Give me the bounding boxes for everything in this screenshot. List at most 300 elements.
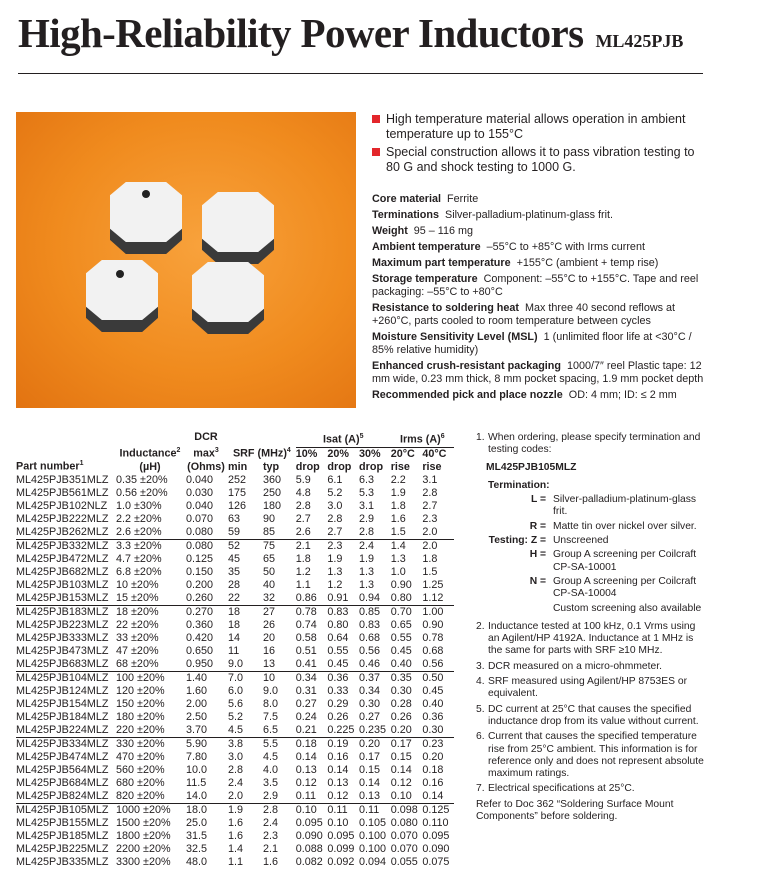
value-cell: 2.0 [422, 539, 454, 553]
value-cell: 0.55 [327, 644, 349, 657]
soldering-reference: Refer to Doc 362 “Soldering Surface Mount Components” before soldering. [476, 798, 674, 823]
value-cell: 0.68 [422, 644, 444, 657]
value-cell: 0.83 [359, 618, 381, 631]
value-cell: 0.070 [390, 829, 418, 842]
value-cell: 0.20 [422, 750, 444, 763]
part-number-cell: ML425PJB561MLZ [16, 486, 109, 499]
value-cell: 1.2 [295, 565, 311, 578]
value-cell: 2.7 [295, 512, 311, 525]
value-cell: 1.2 [327, 578, 343, 591]
inductor-image [202, 192, 274, 264]
value-cell: 0.150 [186, 565, 214, 578]
value-cell: 5.9 [295, 473, 311, 486]
value-cell: 3.0 [327, 499, 343, 512]
value-cell: 820 ±20% [116, 789, 165, 802]
value-cell: 1.0 ±30% [116, 499, 162, 512]
value-cell: 13 [262, 657, 275, 670]
value-cell: 2.0 [422, 525, 438, 538]
value-cell: 470 ±20% [116, 750, 165, 763]
value-cell: 2.9 [359, 512, 375, 525]
value-cell: 1.8 [295, 552, 311, 565]
value-cell: 0.12 [295, 776, 317, 789]
order-code: ML425PJB105MLZ [486, 461, 577, 473]
value-cell: 0.055 [390, 855, 418, 868]
value-cell: 3300 ±20% [116, 855, 171, 868]
value-cell: 1.4 [228, 842, 244, 855]
value-cell: 2.7 [422, 499, 438, 512]
part-number-cell: ML425PJB103MLZ [16, 578, 109, 591]
value-cell: 10 [263, 671, 296, 685]
value-cell: 360 [262, 473, 281, 486]
value-cell: 0.099 [327, 842, 355, 855]
value-cell: 0.14 [422, 789, 444, 802]
note-4: 4. SRF measured using Agilent/HP 8753ES or equivalent. [476, 676, 687, 700]
value-cell: 0.420 [186, 631, 214, 644]
value-cell: 40 [262, 578, 275, 591]
header-rule [18, 73, 703, 74]
table-row [16, 566, 454, 579]
value-cell: 3.8 [228, 737, 263, 751]
value-cell: 0.14 [295, 750, 317, 763]
value-cell: 15 ±20% [116, 591, 159, 604]
note-1: 1. When ordering, please specify termination and testing codes: [476, 432, 701, 456]
table-row [16, 645, 454, 658]
table-body [16, 474, 454, 869]
value-cell: 0.088 [295, 842, 323, 855]
value-cell: 0.950 [186, 657, 214, 670]
value-cell: 0.26 [327, 710, 349, 723]
value-cell: 0.13 [359, 789, 381, 802]
value-cell: 180 [262, 499, 281, 512]
value-cell: 0.10 [296, 803, 328, 817]
col-srf: SRF (MHz)$^4$ [232, 447, 291, 460]
value-cell: 2.8 [359, 525, 375, 538]
col-inductance: Inductance$^2$ (µH) [119, 447, 181, 473]
value-cell: 50 [262, 565, 275, 578]
feature-list [372, 112, 702, 178]
col-irms: Irms $(A)^6$ [391, 430, 454, 447]
table-row [16, 500, 454, 513]
table-row [16, 474, 454, 487]
value-cell: 4.5 [228, 723, 244, 736]
part-number-cell: ML425PJB334MLZ [16, 737, 116, 751]
value-cell: 0.16 [327, 750, 349, 763]
value-cell: 11.5 [186, 776, 207, 789]
value-cell: 11 [228, 644, 240, 657]
value-cell: 0.090 [422, 842, 450, 855]
value-cell: 0.65 [390, 618, 412, 631]
value-cell: 1.5 [422, 565, 438, 578]
value-cell: 6.1 [327, 473, 343, 486]
value-cell: 2.4 [262, 816, 278, 829]
value-cell: 0.100 [359, 842, 387, 855]
value-cell: 2.2 ±20% [116, 512, 162, 525]
value-cell: 5.6 [228, 697, 244, 710]
value-cell: 0.90 [390, 578, 412, 591]
value-cell: 0.83 [327, 605, 359, 619]
value-cell: 0.29 [327, 697, 349, 710]
value-cell: 0.26 [390, 710, 412, 723]
value-cell: 0.56 [359, 644, 381, 657]
value-cell: 1.1 [228, 855, 244, 868]
value-cell: 1.5 [390, 525, 406, 538]
value-cell: 0.30 [359, 697, 381, 710]
value-cell: 0.50 [422, 671, 454, 685]
value-cell: 1000 ±20% [116, 803, 184, 817]
value-cell: 0.24 [295, 710, 317, 723]
value-cell: 7.0 [228, 671, 263, 685]
value-cell: 0.33 [327, 684, 349, 697]
value-cell: 18 ±20% [116, 605, 184, 619]
spec-packaging: Enhanced crush-resistant packaging 1000/7″ reel Plastic tape: 12 mm wide, 0.23 mm thick, 8 mm pocket spacing, 1.9 mm pocket depth [372, 360, 704, 385]
table-row [16, 658, 454, 672]
value-cell: 0.650 [186, 644, 214, 657]
value-cell: 4.8 [295, 486, 311, 499]
value-cell: 0.40 [390, 657, 412, 670]
value-cell: 0.36 [327, 671, 359, 685]
value-cell: 0.13 [295, 763, 317, 776]
note-6: 6. Current that causes the specified temperature rise from 25°C ambient. This information is for reference only and does not represent absolute maximum ratings. [476, 731, 704, 780]
value-cell: 25.0 [186, 816, 208, 829]
part-number-cell: ML425PJB153MLZ [16, 591, 109, 604]
value-cell: 5.90 [184, 737, 228, 751]
value-cell: 0.095 [327, 829, 355, 842]
value-cell: 4.5 [262, 750, 278, 763]
value-cell: 0.21 [295, 723, 317, 736]
value-cell: 2.8 [295, 499, 311, 512]
value-cell: 680 ±20% [116, 776, 165, 789]
value-cell: 0.91 [327, 591, 349, 604]
value-cell: 1.6 [262, 855, 278, 868]
value-cell: 0.30 [422, 723, 444, 736]
spec-max-part-temperature: Maximum part temperature +155°C (ambient + temp rise) [372, 257, 659, 269]
value-cell: 1.6 [228, 816, 244, 829]
inductor-image [192, 262, 264, 334]
value-cell: 52 [228, 539, 263, 553]
note-3: 3. DCR measured on a micro-ohmmeter. [476, 660, 662, 672]
value-cell: 0.040 [186, 473, 214, 486]
value-cell: 0.70 [391, 605, 423, 619]
part-number-cell: ML425PJB104MLZ [16, 671, 116, 685]
value-cell: 0.37 [359, 671, 391, 685]
value-cell: 2.6 [295, 525, 311, 538]
part-number-cell: ML425PJB824MLZ [16, 789, 109, 802]
value-cell: 0.28 [390, 697, 412, 710]
table-row [16, 764, 454, 777]
value-cell: 0.51 [295, 644, 317, 657]
value-cell: 0.360 [186, 618, 214, 631]
feature-item: High temperature material allows operation in ambient temperature up to 155°C [372, 112, 702, 142]
value-cell: 0.11 [359, 803, 391, 817]
value-cell: 2.1 [262, 842, 278, 855]
value-cell: 0.030 [186, 486, 214, 499]
value-cell: 0.092 [327, 855, 355, 868]
value-cell: 0.18 [422, 763, 444, 776]
value-cell: 150 ±20% [116, 697, 165, 710]
value-cell: 31.5 [186, 829, 208, 842]
part-number-cell: ML425PJB154MLZ [16, 697, 109, 710]
table-row [16, 685, 454, 698]
custom-screening: Custom screening also available [553, 602, 702, 614]
value-cell: 5.5 [263, 737, 296, 751]
value-cell: 48.0 [186, 855, 208, 868]
spec-soldering-heat: Resistance to soldering heat Max three 40 second reflows at +260°C, parts cooled to room temperature between cycles [372, 302, 676, 327]
table-row [16, 513, 454, 526]
value-cell: 68 ±20% [116, 657, 159, 670]
value-cell: 0.68 [359, 631, 381, 644]
termination-option: L = Silver-palladium-platinum-glass frit. [531, 494, 697, 518]
product-photo [16, 112, 356, 408]
value-cell: 0.94 [359, 591, 381, 604]
value-cell: 9.0 [228, 657, 244, 670]
value-cell: 1500 ±20% [116, 816, 171, 829]
value-cell: 0.27 [295, 697, 317, 710]
col-isat: Isat $(A)^5$ [296, 430, 391, 447]
value-cell: 1.12 [422, 591, 444, 604]
value-cell: 0.260 [186, 591, 214, 604]
value-cell: 0.14 [390, 763, 412, 776]
value-cell: 0.125 [422, 803, 454, 817]
value-cell: 3.1 [359, 499, 375, 512]
value-cell: 0.90 [422, 618, 444, 631]
value-cell: 0.16 [422, 776, 444, 789]
value-cell: 1.9 [228, 803, 263, 817]
value-cell: 0.34 [359, 684, 381, 697]
table-row [16, 539, 454, 553]
value-cell: 0.235 [359, 723, 387, 736]
specifications-table: Part number$^1$ Inductance$^2$ (µH) DCR $\max^3$ (Ohms) SRF (MHz)$^4$ Isat $(A)^5$ Irms $(A)^6$ 10% 20% 30% 20°C 40°C min typ drop drop drop rise rise ML425PJB351MLZ 0.35 ±20% 0.040 252 360 5.9 6.1 6.3 2.2 3.1 ML425PJB561MLZ 0.56 ±20% 0.030 175 250 4.8 5.2 5.3 1.9 2.8 ML425PJB102NLZ 1.0 ±30% 0.040 126 180 2.8 3.0 3.1 1.8 2.7 ML425PJB222MLZ 2.2 ±20% 0.070 63 90 2.7 2.8 2.9 1.6 2.3 ML425PJB262MLZ 2.6 ±20% 0.080 59 85 2.6 2.7 2.8 1.5 2.0 ML425PJB332MLZ 3.3 ±20% 0.080 52 75 2.1 2.3 2.4 1.4 2.0 ML425PJB472MLZ 4.7 ±20% 0.125 45 65 1.8 1.9 1.9 1.3 1.8 ML425PJB682MLZ 6.8 ±20% 0.150 35 50 1.2 1.3 1.3 1.0 1.5 ML425PJB103MLZ 10 ±20% 0.200 28 40 1.1 1.2 1.3 0.90 1.25 ML425PJB153MLZ 15 ±20% 0.260 22 32 0.86 0.91 0.94 0.80 1.12 ML425PJB183MLZ 18 ±20% 0.270 18 27 0.78 0.83 0.85 0.70 1.00 ML425PJB223MLZ 22 ±20% 0.360 18 26 0.74 0.80 0.83 0.65 0.90 ML425PJB333MLZ 33 ±20% 0.420 14 20 0.58 0.64 0.68 0.55 0.78 ML425PJB473MLZ 47 ±20% 0.650 11 16 0.51 0.55 0.56 0.45 0.68 ML425PJB683MLZ 68 ±20% 0.950 9.0 13 0.41 0.45 0.46 0.40 0.56 ML425PJB104MLZ 100 ±20% 1.40 7.0 10 0.34 0.36 0.37 0.35 0.50 ML425PJB124MLZ 120 ±20% 1.60 6.0 9.0 0.31 0.33 0.34 0.30 0.45 ML425PJB154MLZ 150 ±20% 2.00 5.6 8.0 0.27 0.29 0.30 0.28 0.40 ML425PJB184MLZ 180 ±20% 2.50 5.2 7.5 0.24 0.26 0.27 0.26 0.36 ML425PJB224MLZ 220 ±20% 3.70 4.5 6.5 0.21 0.225 0.235 0.20 0.30 ML425PJB334MLZ 330 ±20% 5.90 3.8 5.5 0.18 0.19 0.20 0.17 0.23 ML425PJB474MLZ 470 ±20% 7.80 3.0 4.5 0.14 0.16 0.17 0.15 0.20 ML425PJB564MLZ 560 ±20% 10.0 2.8 4.0 0.13 0.14 0.15 0.14 0.18 ML425PJB684MLZ 680 ±20% 11.5 2.4 3.5 0.12 0.13 0.14 0.12 0.16 ML425PJB824MLZ 820 ±20% 14.0 2.0 2.9 0.11 0.12 0.13 0.10 0.14 ML425PJB105MLZ 1000 ±20% 18.0 1.9 2.8 0.10 0.11 0.11 0.098 0.125 ML425PJB155MLZ 1500 ±20% 25.0 1.6 2.4 0.095 0.10 0.105 0.080 0.110 ML425PJB185MLZ 1800 ±20% 31.5 1.6 2.3 0.090 0.095 0.100 0.070 0.095 ML425PJB225MLZ 2200 ±20% 32.5 1.4 2.1 0.088 0.099 0.100 0.070 0.090 ML425PJB335MLZ 3300 ±20% 48.0 1.1 1.6 0.082 0.092 0.094 0.055 0.075 [16, 430, 454, 869]
value-cell: 18 [228, 618, 241, 631]
part-number-cell: ML425PJB225MLZ [16, 842, 109, 855]
table-row [16, 803, 454, 817]
value-cell: 0.095 [422, 829, 450, 842]
value-cell: 5.2 [228, 710, 244, 723]
value-cell: 75 [263, 539, 296, 553]
value-cell: 8.0 [262, 697, 278, 710]
value-cell: 5.3 [359, 486, 375, 499]
value-cell: 0.12 [390, 776, 412, 789]
value-cell: 2.4 [359, 539, 391, 553]
table-row [16, 592, 454, 606]
col-dcr: DCR $\max^3$ (Ohms) [187, 431, 225, 473]
value-cell: 47 ±20% [116, 644, 159, 657]
part-number-cell: ML425PJB474MLZ [16, 750, 109, 763]
part-number-cell: ML425PJB102NLZ [16, 499, 108, 512]
value-cell: 180 ±20% [116, 710, 165, 723]
value-cell: 0.125 [186, 552, 214, 565]
value-cell: 0.080 [184, 539, 228, 553]
value-cell: 1.00 [422, 605, 454, 619]
value-cell: 3.70 [186, 723, 208, 736]
value-cell: 0.082 [295, 855, 323, 868]
value-cell: 65 [262, 552, 275, 565]
value-cell: 2.0 [228, 789, 244, 802]
value-cell: 1.0 [390, 565, 406, 578]
part-number-cell: ML425PJB105MLZ [16, 803, 116, 817]
value-cell: 35 [228, 565, 241, 578]
value-cell: 2.3 [422, 512, 438, 525]
value-cell: 0.64 [327, 631, 349, 644]
value-cell: 0.14 [327, 763, 349, 776]
value-cell: 0.17 [391, 737, 423, 751]
value-cell: 9.0 [262, 684, 278, 697]
value-cell: 45 [228, 552, 241, 565]
value-cell: 2.8 [263, 803, 296, 817]
value-cell: 0.35 [391, 671, 423, 685]
value-cell: 0.80 [327, 618, 349, 631]
value-cell: 1.1 [295, 578, 311, 591]
value-cell: 0.35 ±20% [116, 473, 168, 486]
value-cell: 32 [262, 591, 275, 604]
part-number-cell: ML425PJB222MLZ [16, 512, 109, 525]
part-number-cell: ML425PJB262MLZ [16, 525, 109, 538]
part-number-cell: ML425PJB185MLZ [16, 829, 109, 842]
table-row [16, 790, 454, 804]
value-cell: 0.095 [295, 816, 323, 829]
value-cell: 18.0 [184, 803, 228, 817]
table-row [16, 830, 454, 843]
value-cell: 6.8 ±20% [116, 565, 162, 578]
value-cell: 2.4 [228, 776, 244, 789]
part-number-cell: ML425PJB124MLZ [16, 684, 109, 697]
value-cell: 1.8 [422, 552, 438, 565]
part-number-cell: ML425PJB155MLZ [16, 816, 109, 829]
value-cell: 14 [228, 631, 241, 644]
value-cell: 2.50 [186, 710, 208, 723]
value-cell: 100 ±20% [116, 671, 184, 685]
spec-list [372, 193, 707, 405]
part-number-cell: ML425PJB333MLZ [16, 631, 109, 644]
value-cell: 0.13 [327, 776, 349, 789]
value-cell: 0.080 [186, 525, 214, 538]
value-cell: 1.60 [186, 684, 208, 697]
value-cell: 10 ±20% [116, 578, 159, 591]
table-row [16, 817, 454, 830]
value-cell: 0.100 [359, 829, 387, 842]
table-row [16, 711, 454, 724]
part-number-cell: ML425PJB351MLZ [16, 473, 109, 486]
table-row [16, 526, 454, 540]
value-cell: 1.3 [390, 552, 406, 565]
value-cell: 5.2 [327, 486, 343, 499]
value-cell: 126 [228, 499, 247, 512]
value-cell: 3.0 [228, 750, 244, 763]
value-cell: 6.3 [359, 473, 375, 486]
part-number-cell: ML425PJB683MLZ [16, 657, 109, 670]
spec-core-material: Core material Ferrite [372, 193, 479, 205]
value-cell: 2.8 [228, 763, 244, 776]
value-cell: 6.5 [262, 723, 278, 736]
inductor-image [110, 182, 182, 254]
table-row [16, 553, 454, 566]
value-cell: 2.3 [262, 829, 278, 842]
value-cell: 0.45 [390, 644, 412, 657]
part-number-cell: ML425PJB223MLZ [16, 618, 109, 631]
value-cell: 1.3 [359, 565, 375, 578]
value-cell: 0.15 [359, 763, 381, 776]
value-cell: 1.9 [359, 552, 375, 565]
value-cell: 0.86 [295, 591, 317, 604]
value-cell: 0.12 [327, 789, 349, 802]
ordering-notes [476, 432, 706, 823]
value-cell: 0.45 [422, 684, 444, 697]
value-cell: 2.8 [422, 486, 438, 499]
value-cell: 27 [263, 605, 296, 619]
part-number-cell: ML425PJB564MLZ [16, 763, 109, 776]
value-cell: 4.0 [262, 763, 278, 776]
value-cell: 0.78 [422, 631, 444, 644]
value-cell: 0.78 [296, 605, 328, 619]
part-number-cell: ML425PJB332MLZ [16, 539, 116, 553]
value-cell: 7.80 [186, 750, 208, 763]
value-cell: 16 [262, 644, 275, 657]
value-cell: 0.10 [327, 816, 349, 829]
value-cell: 33 ±20% [116, 631, 159, 644]
value-cell: 0.31 [295, 684, 317, 697]
part-number-cell: ML425PJB682MLZ [16, 565, 109, 578]
part-number-cell: ML425PJB224MLZ [16, 723, 109, 736]
value-cell: 0.19 [327, 737, 359, 751]
value-cell: 250 [262, 486, 281, 499]
value-cell: 1.9 [390, 486, 406, 499]
table-row [16, 619, 454, 632]
value-cell: 0.17 [359, 750, 381, 763]
value-cell: 2.1 [296, 539, 328, 553]
part-number-cell: ML425PJB184MLZ [16, 710, 109, 723]
value-cell: 0.85 [359, 605, 391, 619]
bullet-square-icon [372, 115, 380, 123]
table-row [16, 579, 454, 592]
value-cell: 0.41 [295, 657, 317, 670]
part-number-cell: ML425PJB472MLZ [16, 552, 109, 565]
value-cell: 175 [228, 486, 247, 499]
value-cell: 252 [228, 473, 247, 486]
value-cell: 18 [228, 605, 263, 619]
spec-ambient-temperature: Ambient temperature –55°C to +85°C with Irms current [372, 241, 645, 253]
value-cell: 0.11 [295, 789, 316, 802]
value-cell: 0.56 ±20% [116, 486, 168, 499]
table-row [16, 856, 454, 869]
termination-option: R = Matte tin over nickel over silver. [529, 520, 697, 532]
value-cell: 3.5 [262, 776, 278, 789]
value-cell: 120 ±20% [116, 684, 165, 697]
value-cell: 0.36 [422, 710, 444, 723]
table-row [16, 487, 454, 500]
value-cell: 0.080 [390, 816, 418, 829]
value-cell: 0.45 [327, 657, 349, 670]
value-cell: 32.5 [186, 842, 208, 855]
value-cell: 63 [228, 512, 241, 525]
value-cell: 2.3 [327, 539, 359, 553]
table-row [16, 698, 454, 711]
table-row [16, 671, 454, 685]
value-cell: 0.18 [296, 737, 328, 751]
part-number-cell: ML425PJB183MLZ [16, 605, 116, 619]
value-cell: 2.9 [262, 789, 278, 802]
table-row [16, 751, 454, 764]
value-cell: 0.10 [390, 789, 412, 802]
termination-heading: Termination: [488, 479, 550, 491]
value-cell: 1.40 [184, 671, 228, 685]
part-number-cell: ML425PJB335MLZ [16, 855, 109, 868]
value-cell: 0.74 [295, 618, 317, 631]
value-cell: 22 ±20% [116, 618, 159, 631]
value-cell: 560 ±20% [116, 763, 165, 776]
value-cell: 1.3 [359, 578, 375, 591]
testing-option: Testing: Z = Unscreened [488, 535, 609, 547]
value-cell: 0.040 [186, 499, 214, 512]
value-cell: 4.7 ±20% [116, 552, 162, 565]
